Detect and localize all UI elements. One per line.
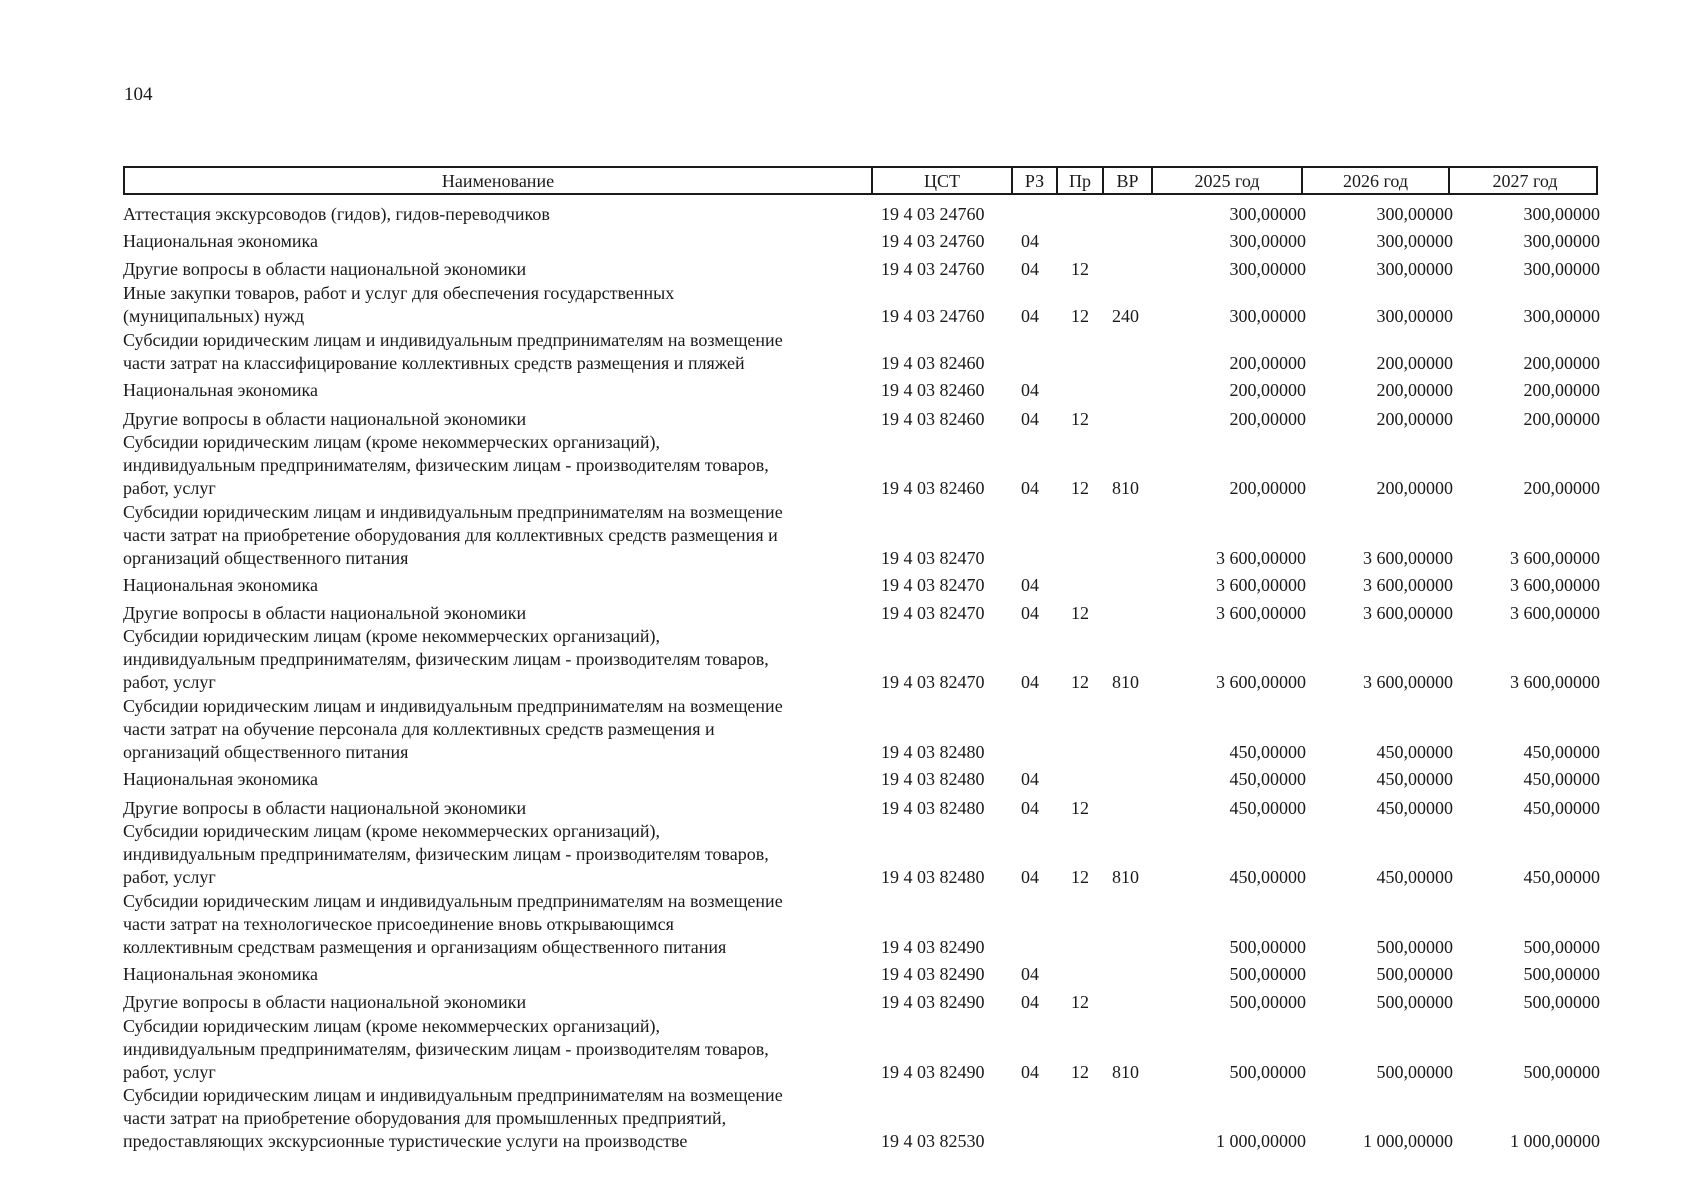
row-name-line: Национальная экономика: [123, 769, 318, 789]
row-name: [123, 282, 881, 328]
row-2025: 1 000,00000: [1216, 1131, 1306, 1151]
row-name-line: части затрат на обучение персонала для коллективных средств размещения и: [123, 719, 715, 739]
row-2025: 200,00000: [1229, 409, 1306, 429]
row-2026: 3 600,00000: [1363, 548, 1453, 568]
row-rz: 04: [1021, 798, 1039, 818]
row-rz: 04: [1021, 306, 1039, 326]
table-row: [123, 1015, 1600, 1084]
row-name: [123, 797, 881, 820]
row-2025: 300,00000: [1229, 231, 1306, 251]
row-name-line: индивидуальным предпринимателям, физическим лицам - производителям товаров,: [123, 455, 769, 475]
row-name-line: части затрат на классифицирование коллективных средств размещения и пляжей: [123, 353, 745, 373]
row-name-line: индивидуальным предпринимателям, физическим лицам - производителям товаров,: [123, 649, 769, 669]
table-row: [123, 282, 1600, 328]
table-row: [123, 602, 1600, 625]
row-2027: 200,00000: [1523, 380, 1600, 400]
row-name-line: Субсидии юридическим лицам (кроме некоммерческих организаций),: [123, 432, 660, 452]
row-2027: 450,00000: [1523, 798, 1600, 818]
row-cst: 19 4 03 82470: [881, 672, 985, 692]
row-2026: 3 600,00000: [1363, 672, 1453, 692]
table-row: [123, 431, 1600, 500]
row-2027: 450,00000: [1523, 867, 1600, 887]
row-2026: 300,00000: [1376, 204, 1453, 224]
row-name-line: Национальная экономика: [123, 231, 318, 251]
row-vr: 240: [1112, 306, 1139, 326]
row-2027: 1 000,00000: [1510, 1131, 1600, 1151]
row-rz: 04: [1021, 603, 1039, 623]
row-name: [123, 991, 881, 1014]
row-2025: 500,00000: [1229, 992, 1306, 1012]
table-row: [123, 408, 1600, 431]
row-rz: 04: [1021, 575, 1039, 595]
row-2027: 450,00000: [1523, 769, 1600, 789]
row-2027: 300,00000: [1523, 259, 1600, 279]
row-name-line: коллективным средствам размещения и организациям общественного питания: [123, 937, 727, 957]
row-name: [123, 820, 881, 889]
table-row: [123, 379, 1600, 402]
row-name-line: Другие вопросы в области национальной экономики: [123, 603, 527, 623]
row-cst: 19 4 03 82490: [881, 992, 985, 1012]
row-name: [123, 574, 881, 597]
row-cst: 19 4 03 24760: [881, 306, 985, 326]
row-name-line: части затрат на приобретение оборудования для коллективных средств размещения и: [123, 525, 778, 545]
row-rz: 04: [1021, 259, 1039, 279]
table-row: [123, 258, 1600, 281]
row-2026: 500,00000: [1376, 937, 1453, 957]
row-rz: 04: [1021, 964, 1039, 984]
table-row: [123, 963, 1600, 986]
row-2027: 500,00000: [1523, 992, 1600, 1012]
row-2025: 450,00000: [1229, 742, 1306, 762]
row-cst: 19 4 03 82460: [881, 478, 985, 498]
row-2026: 200,00000: [1376, 380, 1453, 400]
row-2026: 450,00000: [1376, 742, 1453, 762]
row-pr: 12: [1071, 259, 1089, 279]
row-name: [123, 625, 881, 694]
row-rz: 04: [1021, 867, 1039, 887]
row-2026: 450,00000: [1376, 867, 1453, 887]
row-2027: 200,00000: [1523, 409, 1600, 429]
table-header: [123, 166, 1598, 195]
table-row: [123, 695, 1600, 764]
row-2027: 200,00000: [1523, 353, 1600, 373]
row-name: [123, 602, 881, 625]
row-2026: 500,00000: [1376, 1062, 1453, 1082]
row-2025: 3 600,00000: [1216, 548, 1306, 568]
table-row: [123, 1084, 1600, 1153]
row-cst: 19 4 03 82480: [881, 769, 985, 789]
row-cst: 19 4 03 24760: [881, 231, 985, 251]
row-2026: 500,00000: [1376, 992, 1453, 1012]
row-cst: 19 4 03 24760: [881, 204, 985, 224]
row-name: [123, 408, 881, 431]
table-row: [123, 797, 1600, 820]
row-2025: 200,00000: [1229, 380, 1306, 400]
row-pr: 12: [1071, 992, 1089, 1012]
row-name: [123, 1015, 881, 1084]
row-vr: 810: [1112, 672, 1139, 692]
row-2026: 1 000,00000: [1363, 1131, 1453, 1151]
row-cst: 19 4 03 82490: [881, 1062, 985, 1082]
row-name: [123, 431, 881, 500]
header-2027: 2027 год: [1492, 170, 1558, 191]
row-name-line: Аттестация экскурсоводов (гидов), гидов-переводчиков: [123, 204, 550, 224]
table-row: [123, 625, 1600, 694]
row-name-line: работ, услуг: [123, 867, 216, 887]
row-cst: 19 4 03 82480: [881, 798, 985, 818]
row-name-line: Другие вопросы в области национальной экономики: [123, 409, 527, 429]
row-2025: 3 600,00000: [1216, 575, 1306, 595]
row-cst: 19 4 03 24760: [881, 259, 985, 279]
row-name: [123, 258, 881, 281]
row-name-line: части затрат на технологическое присоединение вновь открывающимся: [123, 914, 674, 934]
table-row: [123, 574, 1600, 597]
row-name-line: Субсидии юридическим лицам (кроме некоммерческих организаций),: [123, 821, 660, 841]
row-2025: 3 600,00000: [1216, 603, 1306, 623]
header-2025: 2025 год: [1153, 168, 1303, 193]
row-name-line: индивидуальным предпринимателям, физическим лицам - производителям товаров,: [123, 844, 769, 864]
table-row: [123, 890, 1600, 959]
row-2027: 3 600,00000: [1510, 603, 1600, 623]
row-name-line: работ, услуг: [123, 1062, 216, 1082]
row-vr: 810: [1112, 1062, 1139, 1082]
row-2025: 300,00000: [1229, 306, 1306, 326]
row-name: [123, 203, 881, 226]
row-cst: 19 4 03 82460: [881, 380, 985, 400]
row-name-line: Субсидии юридическим лицам и индивидуальным предпринимателям на возмещение: [123, 696, 783, 716]
row-pr: 12: [1071, 478, 1089, 498]
row-rz: 04: [1021, 992, 1039, 1012]
row-name-line: работ, услуг: [123, 478, 216, 498]
row-name-line: организаций общественного питания: [123, 742, 409, 762]
row-2027: 3 600,00000: [1510, 575, 1600, 595]
header-pr: Пр: [1058, 168, 1104, 193]
row-2025: 300,00000: [1229, 204, 1306, 224]
row-cst: 19 4 03 82460: [881, 409, 985, 429]
header-name: Наименование: [125, 168, 873, 193]
row-2025: 450,00000: [1229, 769, 1306, 789]
row-name-line: Другие вопросы в области национальной экономики: [123, 992, 527, 1012]
row-pr: 12: [1071, 409, 1089, 429]
row-name: [123, 501, 881, 570]
table-row: [123, 501, 1600, 570]
row-name: [123, 1084, 881, 1153]
row-name-line: предоставляющих экскурсионные туристические услуги на производстве: [123, 1131, 688, 1151]
row-name-line: Субсидии юридическим лицам (кроме некоммерческих организаций),: [123, 626, 660, 646]
row-rz: 04: [1021, 1062, 1039, 1082]
table-row: [123, 768, 1600, 791]
row-name: [123, 963, 881, 986]
row-2025: 500,00000: [1229, 964, 1306, 984]
row-2027: 3 600,00000: [1510, 672, 1600, 692]
row-cst: 19 4 03 82470: [881, 548, 985, 568]
row-name-line: Национальная экономика: [123, 575, 318, 595]
row-pr: 12: [1071, 1062, 1089, 1082]
row-2026: 300,00000: [1376, 306, 1453, 326]
row-cst: 19 4 03 82490: [881, 964, 985, 984]
row-pr: 12: [1071, 672, 1089, 692]
row-2026: 300,00000: [1376, 231, 1453, 251]
row-name-line: организаций общественного питания: [123, 548, 409, 568]
row-vr: 810: [1112, 478, 1139, 498]
row-2027: 300,00000: [1523, 231, 1600, 251]
row-name: [123, 768, 881, 791]
row-2027: 3 600,00000: [1510, 548, 1600, 568]
row-rz: 04: [1021, 380, 1039, 400]
row-2025: 450,00000: [1229, 867, 1306, 887]
row-cst: 19 4 03 82530: [881, 1131, 985, 1151]
row-name-line: работ, услуг: [123, 672, 216, 692]
row-name: [123, 379, 881, 402]
row-2026: 450,00000: [1376, 769, 1453, 789]
row-2026: 500,00000: [1376, 964, 1453, 984]
row-name-line: Субсидии юридическим лицам и индивидуальным предпринимателям на возмещение: [123, 330, 783, 350]
row-name-line: Субсидии юридическим лицам (кроме некоммерческих организаций),: [123, 1016, 660, 1036]
row-rz: 04: [1021, 231, 1039, 251]
header-2026: 2026 год: [1303, 168, 1450, 193]
row-cst: 19 4 03 82470: [881, 603, 985, 623]
row-2026: 300,00000: [1376, 259, 1453, 279]
row-cst: 19 4 03 82480: [881, 742, 985, 762]
row-2027: 450,00000: [1523, 742, 1600, 762]
row-2027: 500,00000: [1523, 1062, 1600, 1082]
header-cst: ЦСТ: [873, 168, 1013, 193]
row-2025: 200,00000: [1229, 353, 1306, 373]
row-name: [123, 329, 881, 375]
row-cst: 19 4 03 82490: [881, 937, 985, 957]
row-pr: 12: [1071, 306, 1089, 326]
row-name: [123, 695, 881, 764]
row-pr: 12: [1071, 603, 1089, 623]
row-name-line: Субсидии юридическим лицам и индивидуальным предпринимателям на возмещение: [123, 1085, 783, 1105]
row-2026: 200,00000: [1376, 409, 1453, 429]
row-2026: 200,00000: [1376, 478, 1453, 498]
row-2027: 500,00000: [1523, 964, 1600, 984]
row-2025: 450,00000: [1229, 798, 1306, 818]
row-2026: 3 600,00000: [1363, 575, 1453, 595]
row-cst: 19 4 03 82480: [881, 867, 985, 887]
row-cst: 19 4 03 82470: [881, 575, 985, 595]
table-row: [123, 991, 1600, 1014]
row-name: [123, 890, 881, 959]
row-2026: 450,00000: [1376, 798, 1453, 818]
row-name-line: Субсидии юридическим лицам и индивидуальным предпринимателям на возмещение: [123, 502, 783, 522]
row-cst: 19 4 03 82460: [881, 353, 985, 373]
header-vr: ВР: [1104, 168, 1153, 193]
row-rz: 04: [1021, 769, 1039, 789]
row-2025: 200,00000: [1229, 478, 1306, 498]
table-row: [123, 230, 1600, 253]
row-pr: 12: [1071, 867, 1089, 887]
row-rz: 04: [1021, 409, 1039, 429]
row-name-line: части затрат на приобретение оборудования для промышленных предприятий,: [123, 1108, 727, 1128]
row-2027: 300,00000: [1523, 204, 1600, 224]
row-2027: 500,00000: [1523, 937, 1600, 957]
row-2025: 300,00000: [1229, 259, 1306, 279]
row-name-line: Другие вопросы в области национальной экономики: [123, 259, 527, 279]
row-name-line: (муниципальных) нужд: [123, 306, 305, 326]
row-rz: 04: [1021, 672, 1039, 692]
row-name: [123, 230, 881, 253]
row-name-line: Национальная экономика: [123, 380, 318, 400]
row-name-line: индивидуальным предпринимателям, физическим лицам - производителям товаров,: [123, 1039, 769, 1059]
row-vr: 810: [1112, 867, 1139, 887]
row-name-line: Национальная экономика: [123, 964, 318, 984]
page-number: 104: [124, 84, 153, 105]
header-rz: РЗ: [1013, 168, 1058, 193]
table-row: [123, 820, 1600, 889]
row-2025: 500,00000: [1229, 1062, 1306, 1082]
row-2026: 200,00000: [1376, 353, 1453, 373]
row-name-line: Субсидии юридическим лицам и индивидуальным предпринимателям на возмещение: [123, 891, 783, 911]
row-rz: 04: [1021, 478, 1039, 498]
row-name-line: Иные закупки товаров, работ и услуг для обеспечения государственных: [123, 283, 675, 303]
row-2026: 3 600,00000: [1363, 603, 1453, 623]
row-name-line: Другие вопросы в области национальной экономики: [123, 798, 527, 818]
row-2027: 300,00000: [1523, 306, 1600, 326]
table-row: [123, 203, 1600, 226]
row-2027: 200,00000: [1523, 478, 1600, 498]
row-pr: 12: [1071, 798, 1089, 818]
table-row: [123, 329, 1600, 375]
row-2025: 500,00000: [1229, 937, 1306, 957]
row-2025: 3 600,00000: [1216, 672, 1306, 692]
